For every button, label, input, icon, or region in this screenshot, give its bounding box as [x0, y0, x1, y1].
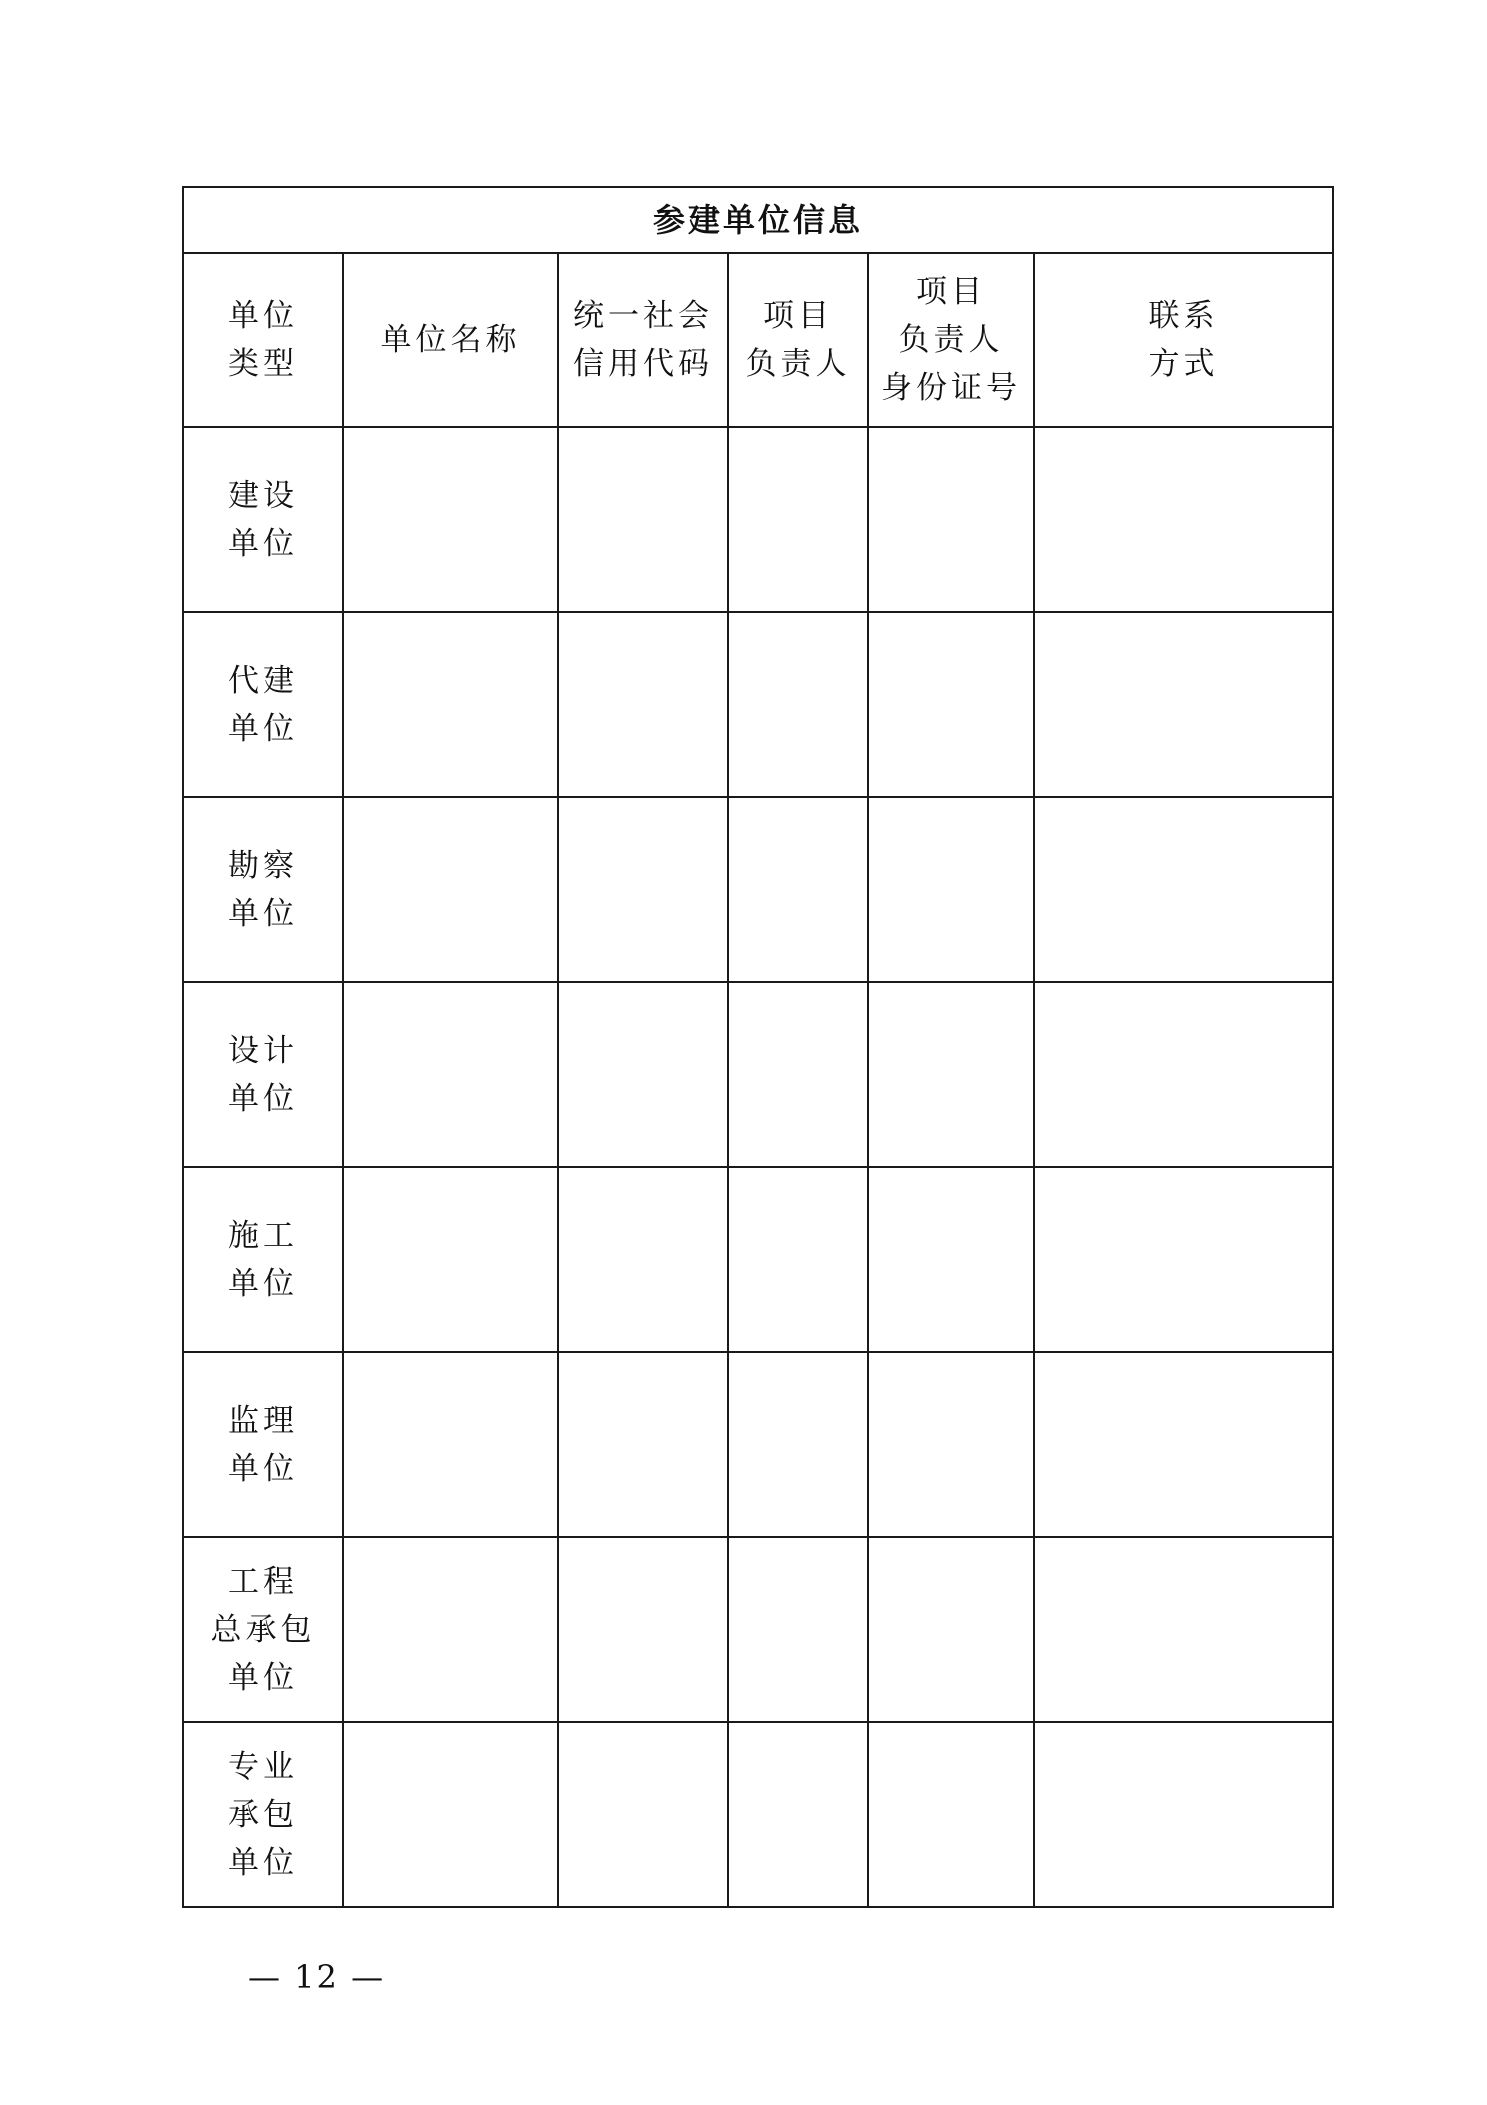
manager-id-cell[interactable]	[868, 427, 1034, 612]
manager-id-cell[interactable]	[868, 1537, 1034, 1722]
manager-id-cell[interactable]	[868, 1167, 1034, 1352]
unit-name-cell[interactable]	[343, 1537, 558, 1722]
contact-cell[interactable]	[1034, 797, 1333, 982]
table-row	[183, 1722, 1333, 1907]
credit-code-cell[interactable]	[558, 1722, 728, 1907]
project-manager-cell[interactable]	[728, 1352, 868, 1537]
project-manager-cell[interactable]	[728, 1167, 868, 1352]
table-title: 参建单位信息	[183, 187, 1333, 253]
header-project-manager: 项目 负责人	[728, 253, 868, 427]
project-manager-cell[interactable]	[728, 1722, 868, 1907]
project-manager-cell[interactable]	[728, 612, 868, 797]
credit-code-cell[interactable]	[558, 612, 728, 797]
header-contact: 联系 方式	[1034, 253, 1333, 427]
table-row	[183, 1167, 1333, 1352]
contact-cell[interactable]	[1034, 1722, 1333, 1907]
header-manager-id-number: 项目 负责人 身份证号	[868, 253, 1034, 427]
table-row	[183, 612, 1333, 797]
contact-cell[interactable]	[1034, 1537, 1333, 1722]
unit-name-cell[interactable]	[343, 1722, 558, 1907]
project-manager-cell[interactable]	[728, 1537, 868, 1722]
manager-id-cell[interactable]	[868, 1722, 1034, 1907]
unit-name-cell[interactable]	[343, 1352, 558, 1537]
table-row	[183, 797, 1333, 982]
credit-code-cell[interactable]	[558, 427, 728, 612]
header-unit-type: 单位 类型	[183, 253, 343, 427]
unit-type-label: 勘察 单位	[183, 797, 343, 982]
unit-type-label: 监理 单位	[183, 1352, 343, 1537]
manager-id-cell[interactable]	[868, 797, 1034, 982]
manager-id-cell[interactable]	[868, 1352, 1034, 1537]
manager-id-cell[interactable]	[868, 612, 1034, 797]
credit-code-cell[interactable]	[558, 1167, 728, 1352]
contact-cell[interactable]	[1034, 427, 1333, 612]
unit-type-label: 专业 承包 单位	[183, 1722, 343, 1907]
table-row	[183, 982, 1333, 1167]
unit-type-label: 工程 总承包 单位	[183, 1537, 343, 1722]
credit-code-cell[interactable]	[558, 1537, 728, 1722]
table-title-row	[183, 187, 1333, 253]
unit-type-label: 代建 单位	[183, 612, 343, 797]
contact-cell[interactable]	[1034, 982, 1333, 1167]
credit-code-cell[interactable]	[558, 982, 728, 1167]
contact-cell[interactable]	[1034, 1352, 1333, 1537]
table-row	[183, 427, 1333, 612]
unit-name-cell[interactable]	[343, 1167, 558, 1352]
table-row	[183, 1352, 1333, 1537]
project-manager-cell[interactable]	[728, 427, 868, 612]
unit-name-cell[interactable]	[343, 797, 558, 982]
unit-type-label: 建设 单位	[183, 427, 343, 612]
contact-cell[interactable]	[1034, 1167, 1333, 1352]
page-number: — 12 —	[248, 1958, 386, 1996]
participating-units-table	[182, 186, 1334, 1908]
credit-code-cell[interactable]	[558, 1352, 728, 1537]
unit-name-cell[interactable]	[343, 427, 558, 612]
header-credit-code: 统一社会 信用代码	[558, 253, 728, 427]
unit-name-cell[interactable]	[343, 982, 558, 1167]
manager-id-cell[interactable]	[868, 982, 1034, 1167]
credit-code-cell[interactable]	[558, 797, 728, 982]
project-manager-cell[interactable]	[728, 797, 868, 982]
unit-name-cell[interactable]	[343, 612, 558, 797]
contact-cell[interactable]	[1034, 612, 1333, 797]
header-unit-name: 单位名称	[343, 253, 558, 427]
table-header-row	[183, 253, 1333, 427]
unit-type-label: 施工 单位	[183, 1167, 343, 1352]
project-manager-cell[interactable]	[728, 982, 868, 1167]
table-row	[183, 1537, 1333, 1722]
unit-type-label: 设计 单位	[183, 982, 343, 1167]
